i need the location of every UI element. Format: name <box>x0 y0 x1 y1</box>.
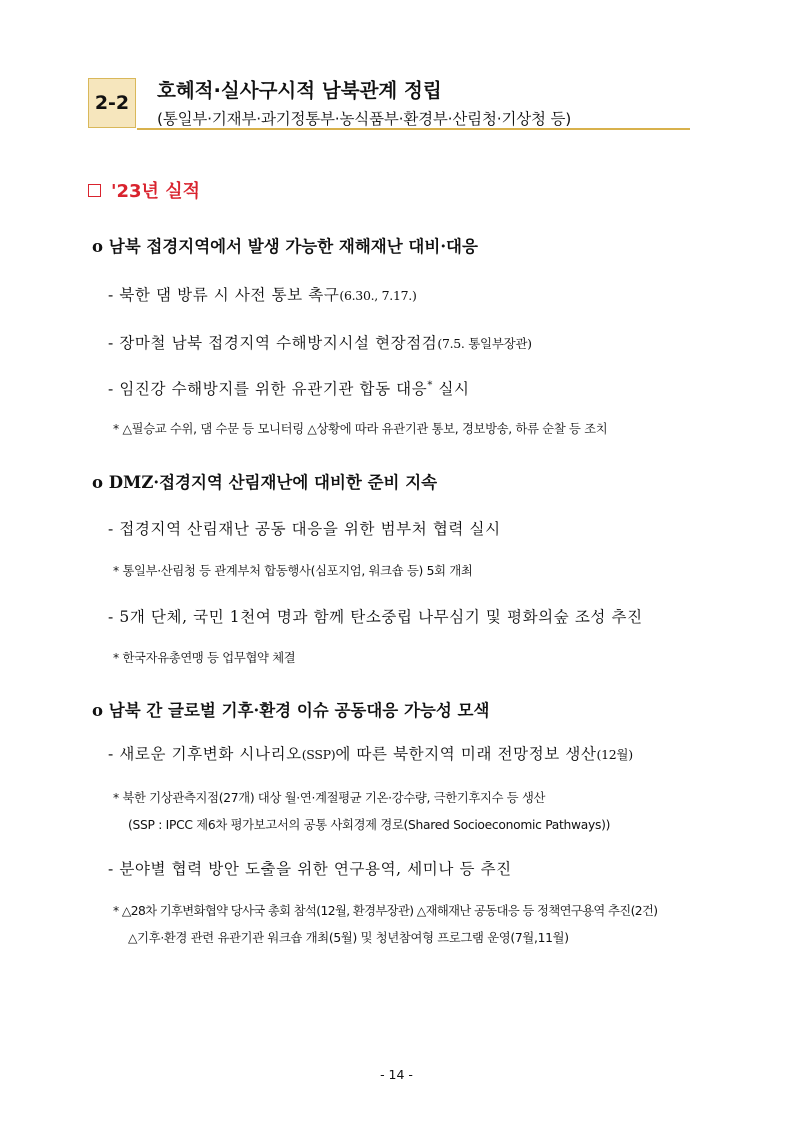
item-text: - 북한 댐 방류 시 사전 통보 촉구 <box>108 286 340 304</box>
item-note: (SSP) <box>301 747 336 762</box>
item-text: 실시 <box>432 380 470 398</box>
list-item: - 분야별 협력 방안 도출을 위한 연구용역, 세미나 등 추진 <box>108 860 512 878</box>
group-title: o DMZ·접경지역 산림재난에 대비한 준비 지속 <box>92 473 438 492</box>
list-item <box>108 377 470 399</box>
footnote: * 북한 기상관측지점(27개) 대상 월·연·계절평균 기온·강수량, 극한기후지수 등 생산 <box>113 791 546 805</box>
item-text: 에 따른 북한지역 미래 전망정보 생산 <box>335 745 597 763</box>
item-note: (12월) <box>596 747 633 762</box>
footnote: * 한국자유총연맹 등 업무협약 체결 <box>113 651 296 665</box>
item-text: - 임진강 수해방지를 위한 유관기관 합동 대응 <box>108 380 428 398</box>
page-number: - 14 - <box>380 1067 413 1082</box>
item-text: - 새로운 기후변화 시나리오 <box>108 745 302 763</box>
item-text: - 장마철 남북 접경지역 수해방지시설 현장점검 <box>108 334 438 352</box>
footnote-marker: * <box>427 379 433 391</box>
section-number-badge: 2-2 <box>88 78 136 128</box>
list-item: - 5개 단체, 국민 1천여 명과 함께 탄소중립 나무심기 및 평화의숲 조성 추진 <box>108 608 643 626</box>
item-note: (6.30., 7.17.) <box>339 288 417 303</box>
list-item <box>108 742 633 764</box>
item-note: (7.5. 통일부장관) <box>437 336 532 351</box>
achievements-heading-text: '23년 실적 <box>111 181 200 202</box>
checkbox-square-icon <box>88 184 101 197</box>
footnote: * △28차 기후변화협약 당사국 총회 참석(12월, 환경부장관) △재해재난 공동대응 등 정책연구용역 추진(2건) <box>113 904 658 918</box>
list-item: - 접경지역 산림재난 공동 대응을 위한 범부처 협력 실시 <box>108 520 501 538</box>
section-underline <box>137 128 690 130</box>
achievements-heading <box>88 177 200 203</box>
footnote: (SSP : IPCC 제6차 평가보고서의 공통 사회경제 경로(Shared Socioeconomic Pathways)) <box>128 818 611 832</box>
list-item <box>108 283 417 305</box>
group-title: o 남북 접경지역에서 발생 가능한 재해재난 대비·대응 <box>92 237 478 256</box>
list-item <box>108 331 532 353</box>
footnote: * △필승교 수위, 댐 수문 등 모니터링 △상황에 따라 유관기관 통보, 경보방송, 하류 순찰 등 조치 <box>113 422 608 436</box>
group-title: o 남북 간 글로벌 기후·환경 이슈 공동대응 가능성 모색 <box>92 701 490 720</box>
section-subtitle: (통일부·기재부·과기정통부·농식품부·환경부·산림청·기상청 등) <box>157 110 572 128</box>
footnote: △기후·환경 관련 유관기관 워크숍 개최(5월) 및 청년참여형 프로그램 운영(7월,11월) <box>128 931 569 945</box>
section-title: 호혜적·실사구시적 남북관계 정립 <box>157 79 442 102</box>
footnote: * 통일부·산림청 등 관계부처 합동행사(심포지엄, 워크숍 등) 5회 개최 <box>113 564 473 578</box>
